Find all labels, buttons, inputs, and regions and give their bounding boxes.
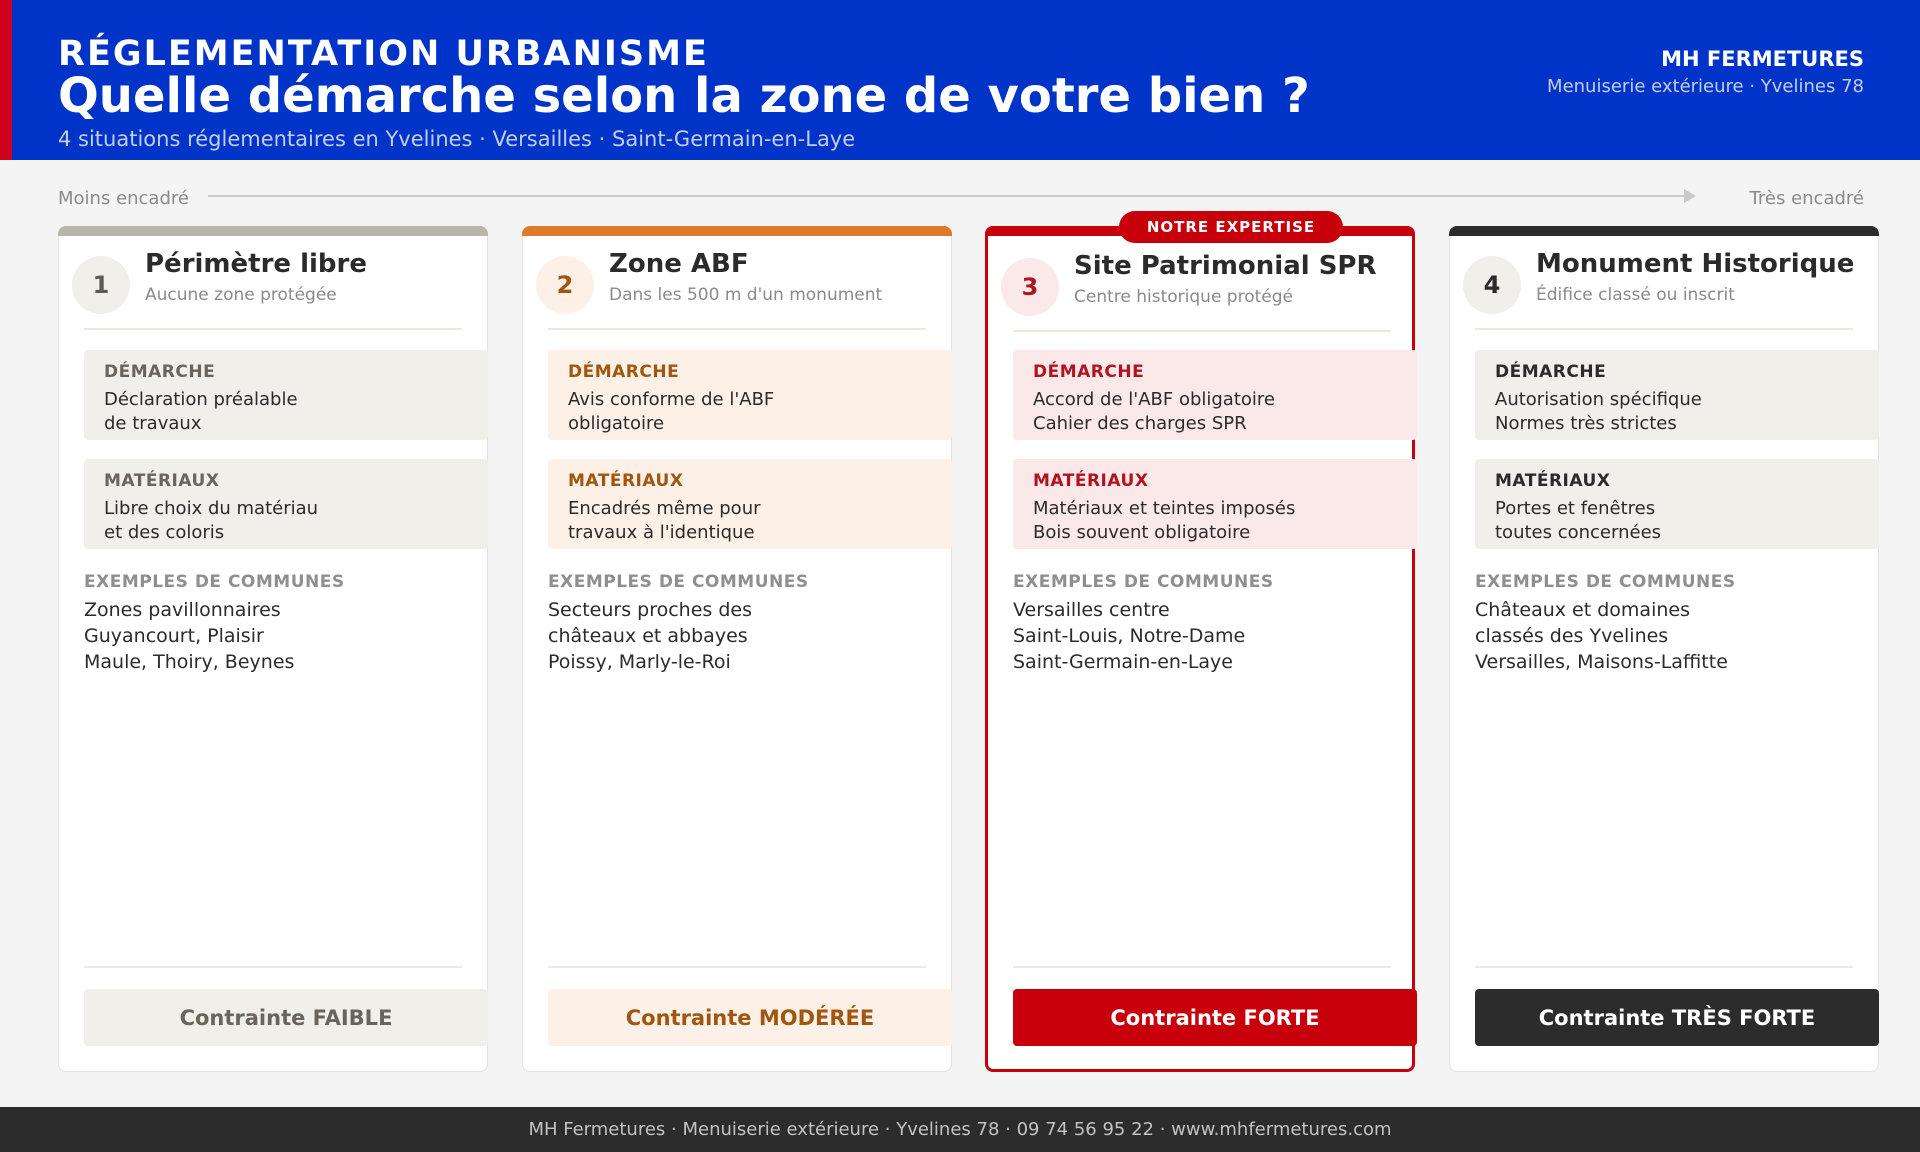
divider: [1475, 328, 1853, 330]
card-number: 2: [536, 256, 594, 314]
materiaux-label: MATÉRIAUX: [1033, 471, 1149, 491]
demarche-label: DÉMARCHE: [568, 362, 680, 382]
scale-arrow-icon: [1684, 189, 1696, 203]
demarche-box: [1475, 350, 1879, 440]
materiaux-label: MATÉRIAUX: [568, 471, 684, 491]
page-subtitle: 4 situations réglementaires en Yvelines · Versailles · Saint-Germain-en-Laye: [58, 127, 856, 151]
accent-bar: [0, 0, 12, 160]
materiaux-text: Libre choix du matériau et des coloris: [104, 498, 319, 543]
header-kicker: RÉGLEMENTATION URBANISME: [58, 34, 709, 74]
demarche-box: [84, 350, 488, 440]
demarche-label: DÉMARCHE: [104, 362, 216, 382]
materiaux-label: MATÉRIAUX: [104, 471, 220, 491]
materiaux-label: MATÉRIAUX: [1495, 471, 1611, 491]
divider: [1013, 966, 1391, 968]
card-number: 3: [1001, 258, 1059, 316]
header-banner: [0, 0, 1920, 160]
divider: [1475, 966, 1853, 968]
scale-line: [208, 195, 1688, 197]
exemples-text: Secteurs proches des châteaux et abbayes Poissy, Marly-le-Roi: [548, 599, 752, 673]
contrainte-badge: Contrainte FAIBLE: [84, 989, 488, 1046]
card-title: Périmètre libre: [145, 249, 367, 279]
demarche-text: Avis conforme de l'ABF obligatoire: [568, 389, 775, 434]
card-subtitle: Dans les 500 m d'un monument: [609, 285, 883, 305]
divider: [84, 966, 462, 968]
divider: [1013, 330, 1391, 332]
exemples-label: EXEMPLES DE COMMUNES: [548, 572, 809, 592]
page-title: Quelle démarche selon la zone de votre bien ?: [58, 68, 1310, 124]
card-title: Site Patrimonial SPR: [1074, 251, 1377, 281]
divider: [548, 966, 926, 968]
scale-left-label: Moins encadré: [58, 188, 189, 209]
card-title: Zone ABF: [609, 249, 749, 279]
card-title: Monument Historique: [1536, 249, 1855, 279]
card-number: 1: [72, 256, 130, 314]
materiaux-text: Encadrés même pour travaux à l'identique: [568, 498, 761, 543]
divider: [548, 328, 926, 330]
demarche-box: [548, 350, 952, 440]
demarche-box: [1013, 350, 1417, 440]
card-site-patrimonial-spr: [985, 226, 1415, 1072]
demarche-text: Déclaration préalable de travaux: [104, 389, 298, 434]
demarche-text: Autorisation spécifique Normes très strictes: [1495, 389, 1702, 434]
materiaux-text: Matériaux et teintes imposés Bois souvent obligatoire: [1033, 498, 1296, 543]
materiaux-box: [1475, 459, 1879, 549]
exemples-text: Châteaux et domaines classés des Yvelines Versailles, Maisons-Laffitte: [1475, 599, 1728, 673]
exemples-text: Zones pavillonnaires Guyancourt, Plaisir Maule, Thoiry, Beynes: [84, 599, 295, 673]
exemples-label: EXEMPLES DE COMMUNES: [84, 572, 345, 592]
card-perimetre-libre: [58, 226, 488, 1072]
expertise-badge: NOTRE EXPERTISE: [1119, 211, 1343, 243]
card-topbar: [522, 226, 952, 236]
card-number: 4: [1463, 256, 1521, 314]
card-topbar: [1449, 226, 1879, 236]
materiaux-text: Portes et fenêtres toutes concernées: [1495, 498, 1662, 543]
demarche-label: DÉMARCHE: [1033, 362, 1145, 382]
contrainte-badge: Contrainte MODÉRÉE: [548, 989, 952, 1046]
exemples-label: EXEMPLES DE COMMUNES: [1013, 572, 1274, 592]
brand-name: MH FERMETURES: [1661, 47, 1864, 71]
divider: [84, 328, 462, 330]
contrainte-badge: Contrainte TRÈS FORTE: [1475, 989, 1879, 1046]
card-subtitle: Centre historique protégé: [1074, 287, 1293, 307]
card-monument-historique: [1449, 226, 1879, 1072]
materiaux-box: [84, 459, 488, 549]
scale-right-label: Très encadré: [1749, 188, 1864, 209]
card-topbar: [58, 226, 488, 236]
card-zone-abf: [522, 226, 952, 1072]
card-subtitle: Aucune zone protégée: [145, 285, 337, 305]
footer-bar: MH Fermetures · Menuiserie extérieure · Yvelines 78 · 09 74 56 95 22 · www.mhfermetures.com: [0, 1107, 1920, 1152]
contrainte-badge: Contrainte FORTE: [1013, 989, 1417, 1046]
exemples-label: EXEMPLES DE COMMUNES: [1475, 572, 1736, 592]
demarche-text: Accord de l'ABF obligatoire Cahier des charges SPR: [1033, 389, 1275, 434]
brand-tagline: Menuiserie extérieure · Yvelines 78: [1547, 76, 1864, 97]
materiaux-box: [548, 459, 952, 549]
card-subtitle: Édifice classé ou inscrit: [1536, 285, 1735, 305]
exemples-text: Versailles centre Saint-Louis, Notre-Dame Saint-Germain-en-Laye: [1013, 599, 1246, 673]
materiaux-box: [1013, 459, 1417, 549]
demarche-label: DÉMARCHE: [1495, 362, 1607, 382]
